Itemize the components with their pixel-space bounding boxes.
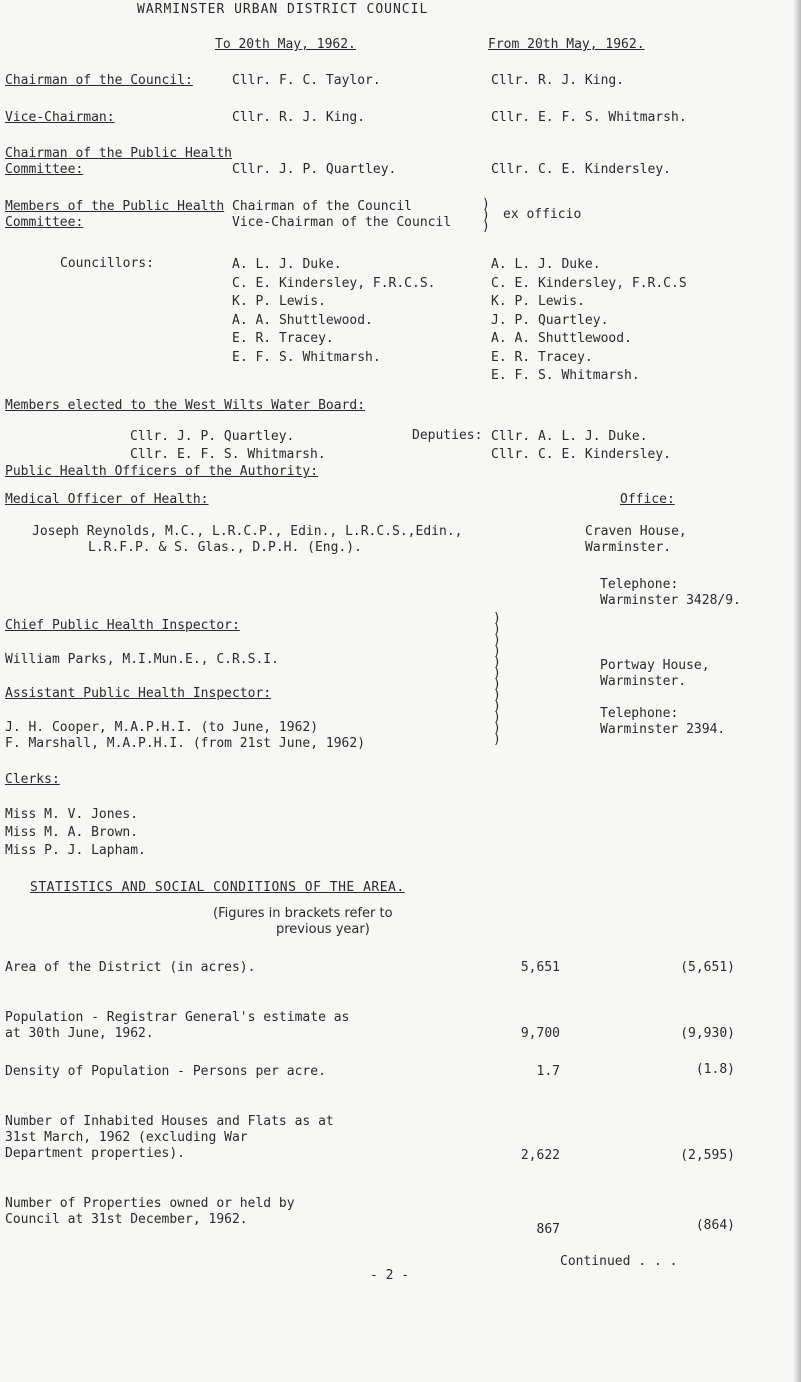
inspectors-telephone xyxy=(600,706,725,738)
water-board-deputy: Cllr. C. E. Kindersley. xyxy=(491,447,672,462)
chairman-to: Cllr. F. C. Taylor. xyxy=(232,73,381,88)
health-officers-heading: Public Health Officers of the Authority: xyxy=(5,464,319,479)
stat-row xyxy=(5,1064,326,1079)
phc-members-label-2: Committee: xyxy=(5,215,84,230)
stat-value: 1.7 xyxy=(536,1064,560,1079)
page-number: - 2 - xyxy=(370,1268,410,1283)
councillor-from: K. P. Lewis. xyxy=(491,294,585,309)
stat-previous: (2,595) xyxy=(680,1148,735,1163)
councillor-from: C. E. Kindersley, F.R.C.S xyxy=(491,275,687,291)
councillors-from-list xyxy=(491,256,687,386)
stat-label: Number of Properties owned or held by xyxy=(5,1196,295,1211)
councillor-from: J. P. Quartley. xyxy=(491,312,609,328)
water-board-members xyxy=(130,428,326,464)
stat-value: 5,651 xyxy=(520,960,560,975)
office-line: Warminster. xyxy=(585,540,672,555)
inspectors-brace: ) ) ) ) ) ) ) ) ) ) ) ) xyxy=(493,611,501,747)
stat-label: Council at 31st December, 1962. xyxy=(5,1212,248,1227)
councillor-to: K. P. Lewis. xyxy=(232,294,326,309)
office-line: Warminster. xyxy=(600,674,687,689)
office-label: Office: xyxy=(620,492,675,507)
phc-chairman-label-1: Chairman of the Public Health xyxy=(5,146,232,161)
aphi-name-2: F. Marshall, M.A.P.H.I. (from 21st June, 1962) xyxy=(5,736,366,751)
deputies-label: Deputies: xyxy=(412,428,483,443)
water-board-deputy: Cllr. A. L. J. Duke. xyxy=(491,429,648,444)
councillor-from: E. R. Tracey. xyxy=(491,349,593,365)
councillor-from: A. L. J. Duke. xyxy=(491,257,601,272)
phc-chairman-label-2: Committee: xyxy=(5,162,84,177)
moh-name-line-1: Joseph Reynolds, M.C., L.R.C.P., Edin., L.R.C.S.,Edin., xyxy=(32,524,463,539)
stat-previous: (1.8) xyxy=(695,1062,735,1077)
water-board-member: Cllr. E. F. S. Whitmarsh. xyxy=(130,447,326,462)
inspectors-office-address xyxy=(600,658,710,690)
telephone-label: Telephone: xyxy=(600,577,679,592)
stat-previous: (864) xyxy=(695,1218,735,1233)
vice-chairman-to: Cllr. R. J. King. xyxy=(232,110,366,125)
phc-members-label-1: Members of the Public Health xyxy=(5,199,225,214)
stat-row xyxy=(5,1010,349,1042)
stat-label: at 30th June, 1962. xyxy=(5,1026,154,1041)
councillor-from: E. F. S. Whitmarsh. xyxy=(491,368,640,383)
cphi-label: Chief Public Health Inspector: xyxy=(5,618,240,633)
councillor-to: C. E. Kindersley, F.R.C.S. xyxy=(232,275,436,291)
statistics-heading: STATISTICS AND SOCIAL CONDITIONS OF THE AREA. xyxy=(30,880,405,895)
stat-value: 9,700 xyxy=(520,1026,560,1041)
telephone-label: Telephone: xyxy=(600,706,679,721)
clerk-name: Miss P. J. Lapham. xyxy=(5,843,146,858)
phc-members-from: ex officio xyxy=(503,207,582,222)
phc-members-to-1: Chairman of the Council xyxy=(232,199,413,214)
stat-label: Area of the District (in acres). xyxy=(5,960,256,975)
stat-previous: (5,651) xyxy=(680,960,735,975)
document-title: WARMINSTER URBAN DISTRICT COUNCIL xyxy=(137,2,429,17)
stat-label: Number of Inhabited Houses and Flats as at xyxy=(5,1114,334,1129)
stat-row xyxy=(5,1114,334,1162)
clerks-list xyxy=(5,806,146,860)
office-line: Craven House, xyxy=(585,524,687,539)
councillor-to: A. A. Shuttlewood. xyxy=(232,312,373,328)
phc-chairman-from: Cllr. C. E. Kindersley. xyxy=(491,162,672,177)
chairman-label: Chairman of the Council: xyxy=(5,73,193,88)
phc-members-to-2: Vice-Chairman of the Council xyxy=(232,215,452,230)
phc-members-brace: ) ) ) xyxy=(482,197,490,234)
clerks-label: Clerks: xyxy=(5,772,60,787)
vice-chairman-label: Vice-Chairman: xyxy=(5,110,115,125)
stat-label: Population - Registrar General's estimate as xyxy=(5,1010,350,1025)
clerk-name: Miss M. V. Jones. xyxy=(5,807,139,822)
stat-label: 31st March, 1962 (excluding War xyxy=(5,1130,248,1145)
stat-row xyxy=(5,960,255,975)
stat-previous: (9,930) xyxy=(680,1026,735,1041)
moh-name-line-2: L.R.F.P. & S. Glas., D.P.H. (Eng.). xyxy=(88,540,362,555)
clerk-name: Miss M. A. Brown. xyxy=(5,825,139,840)
moh-office-address xyxy=(585,524,687,556)
vice-chairman-from: Cllr. E. F. S. Whitmarsh. xyxy=(491,110,687,125)
aphi-label: Assistant Public Health Inspector: xyxy=(5,686,272,701)
telephone-number: Warminster 2394. xyxy=(600,722,726,737)
page-edge-shadow xyxy=(793,0,801,1382)
cphi-name: William Parks, M.I.Mun.E., C.R.S.I. xyxy=(5,652,279,667)
councillor-to: E. F. S. Whitmarsh. xyxy=(232,349,381,365)
to-date-heading: To 20th May, 1962. xyxy=(215,37,356,52)
councillor-to: E. R. Tracey. xyxy=(232,331,334,346)
aphi-name-1: J. H. Cooper, M.A.P.H.I. (to June, 1962) xyxy=(5,720,319,735)
statistics-note-line-1: (Figures in brackets refer to xyxy=(213,906,393,921)
councillor-to: A. L. J. Duke. xyxy=(232,257,342,272)
stat-label: Department properties). xyxy=(5,1146,186,1161)
water-board-member: Cllr. J. P. Quartley. xyxy=(130,429,295,444)
water-board-deputies xyxy=(491,428,671,464)
chairman-from: Cllr. R. J. King. xyxy=(491,73,625,88)
councillor-from: A. A. Shuttlewood. xyxy=(491,331,632,346)
councillors-label: Councillors: xyxy=(60,256,154,271)
moh-office-telephone xyxy=(600,577,741,609)
stat-row xyxy=(5,1196,295,1228)
from-date-heading: From 20th May, 1962. xyxy=(488,37,645,52)
stat-label: Density of Population - Persons per acre. xyxy=(5,1064,326,1079)
telephone-number: Warminster 3428/9. xyxy=(600,593,741,608)
office-line: Portway House, xyxy=(600,658,710,673)
stat-value: 867 xyxy=(536,1222,560,1237)
continued-note: Continued . . . xyxy=(560,1254,678,1269)
phc-chairman-to: Cllr. J. P. Quartley. xyxy=(232,162,397,177)
stat-value: 2,622 xyxy=(520,1148,560,1163)
councillors-to-list xyxy=(232,256,436,367)
water-board-label: Members elected to the West Wilts Water Board: xyxy=(5,398,366,413)
moh-label: Medical Officer of Health: xyxy=(5,492,209,507)
statistics-note-line-2: previous year) xyxy=(276,922,370,937)
